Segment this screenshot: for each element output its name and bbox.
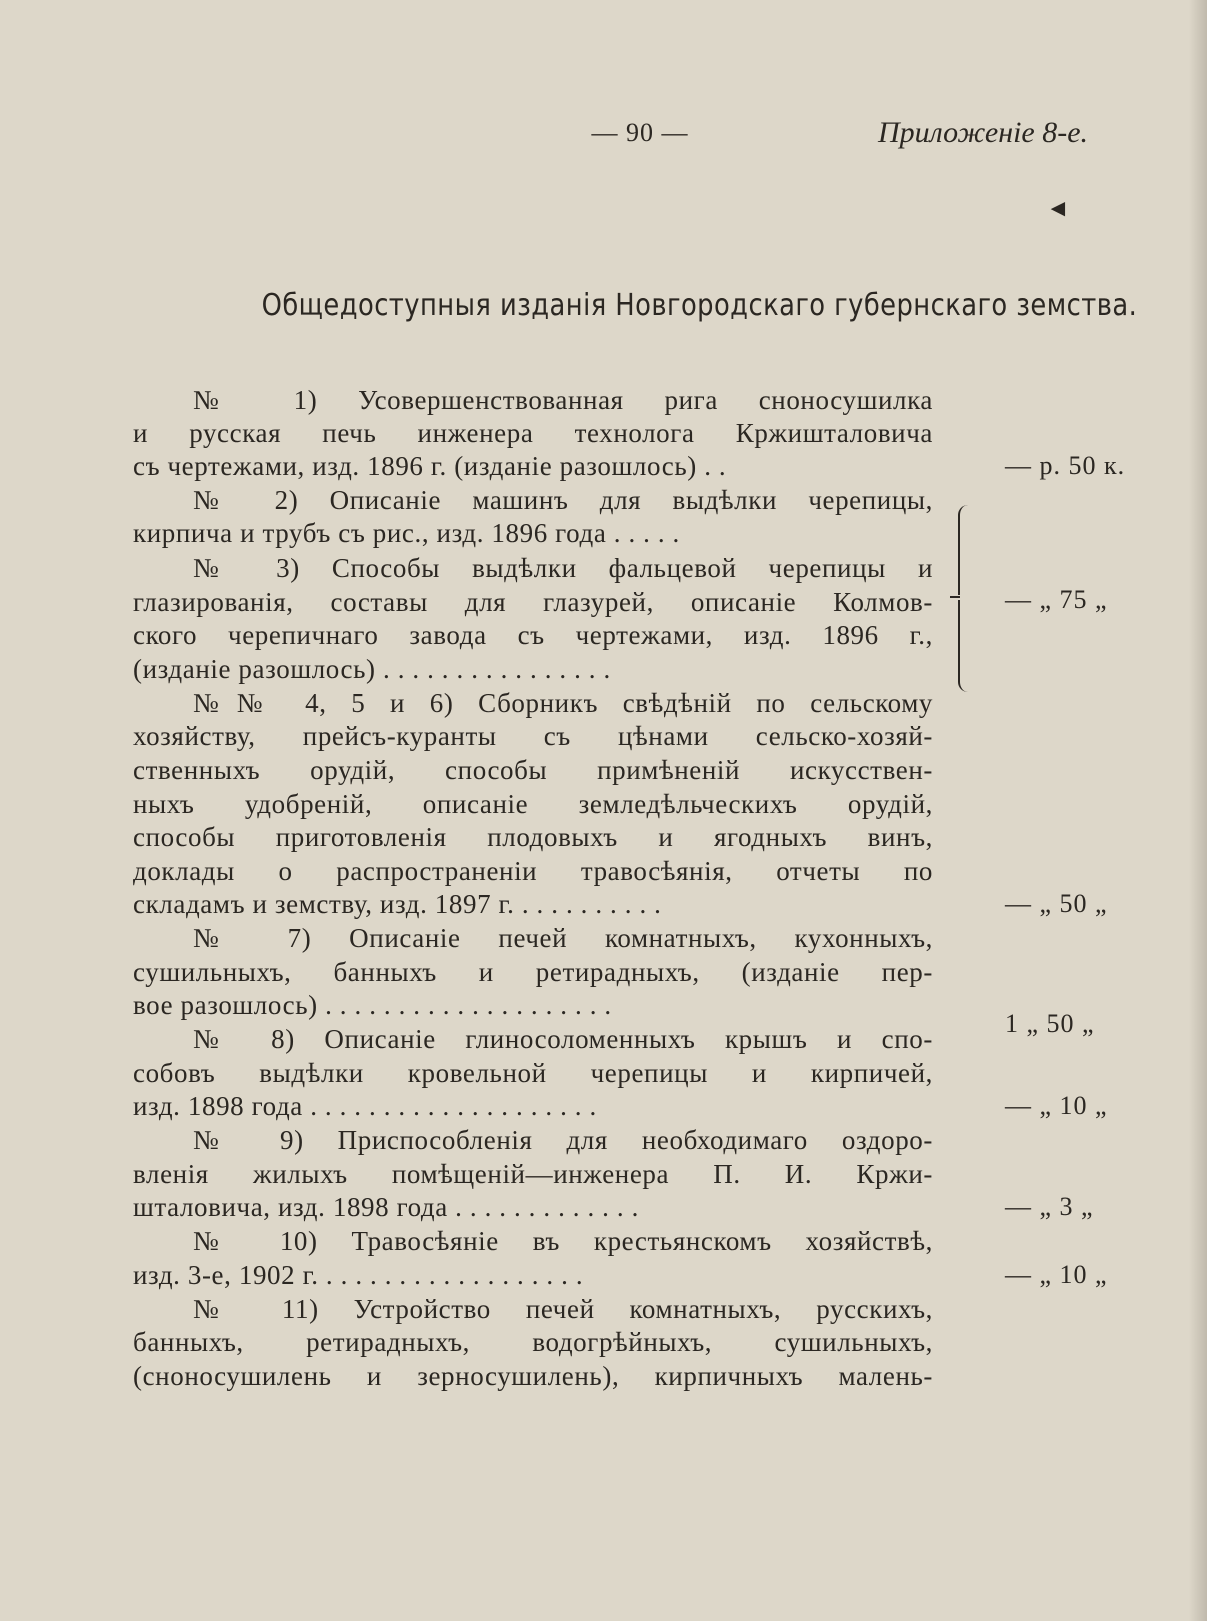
text-line: № 8) Описаніе глиносоломенныхъ крышъ и спо- bbox=[193, 1024, 933, 1054]
text-line: № 7) Описаніе печей комнатныхъ, кухонныхъ, bbox=[193, 923, 933, 953]
text-line: банныхъ, ретирадныхъ, водогрѣйныхъ, сушильныхъ, bbox=[133, 1327, 933, 1357]
text-line: (сноносушилень и зерносушилень), кирпичныхъ малень- bbox=[133, 1361, 933, 1391]
text-line: сушильныхъ, банныхъ и ретирадныхъ, (изданіе пер- bbox=[133, 957, 933, 987]
price-value: — „ 3 „ bbox=[1005, 1192, 1094, 1221]
text-line: ныхъ удобреній, описаніе земледѣльческихъ орудій, bbox=[133, 789, 933, 819]
text-line: № 2) Описаніе машинъ для выдѣлки черепицы, bbox=[193, 485, 933, 515]
text-line: № 3) Способы выдѣлки фальцевой черепицы и bbox=[193, 553, 933, 583]
text-line: изд. 3-е, 1902 г. . . . . . . . . . . . . . . . . . . bbox=[133, 1260, 584, 1290]
text-line: складамъ и земству, изд. 1897 г. . . . . . . . . . . bbox=[133, 889, 662, 919]
price-value: — „ 75 „ bbox=[1005, 585, 1108, 614]
text-line: шталовича, изд. 1898 года . . . . . . . . . . . . . bbox=[133, 1192, 639, 1222]
brace-top bbox=[958, 505, 968, 595]
text-line: № 1) Усовершенствованная рига сноносушилка bbox=[193, 385, 933, 415]
text-line: вленія жилыхъ помѣщеній—инженера П. И. Кржи- bbox=[133, 1159, 933, 1189]
text-line: и русская печь инженера технолога Кржишталовича bbox=[133, 418, 933, 448]
text-line: доклады о распространеніи травосѣянія, отчеты по bbox=[133, 856, 933, 886]
text-line: глазированія, составы для глазурей, описаніе Колмов- bbox=[133, 587, 933, 617]
text-line: вое разошлось) . . . . . . . . . . . . . . . . . . . . bbox=[133, 990, 612, 1020]
text-line: ственныхъ орудій, способы примѣненій искусствен- bbox=[133, 755, 933, 785]
appendix-heading: Приложеніе 8-е. bbox=[878, 116, 1089, 149]
page-edge-shadow bbox=[1189, 0, 1207, 1621]
text-line: ского черепичнаго завода съ чертежами, изд. 1896 г., bbox=[133, 620, 933, 650]
margin-mark: ◄ bbox=[1046, 196, 1070, 222]
text-line: (изданіе разошлось) . . . . . . . . . . . . . . . . bbox=[133, 654, 611, 684]
price-value: — „ 50 „ bbox=[1005, 889, 1108, 918]
text-line: № 9) Приспособленія для необходимаго оздоро- bbox=[193, 1125, 933, 1155]
price-value: — р. 50 к. bbox=[1005, 451, 1126, 480]
text-line: кирпича и трубъ съ рис., изд. 1896 года . . . . . bbox=[133, 518, 680, 548]
brace-bottom bbox=[958, 600, 968, 692]
text-line: хозяйству, прейсъ-куранты съ цѣнами сельско-хозяй- bbox=[133, 721, 933, 751]
text-line: изд. 1898 года . . . . . . . . . . . . . . . . . . . . bbox=[133, 1091, 597, 1121]
page-number: — 90 — bbox=[591, 118, 689, 147]
text-line: № 10) Травосѣяніе въ крестьянскомъ хозяйствѣ, bbox=[193, 1226, 933, 1256]
text-line: способы приготовленія плодовыхъ и ягодныхъ винъ, bbox=[133, 822, 933, 852]
text-line: №№ 4, 5 и 6) Сборникъ свѣдѣній по сельскому bbox=[193, 688, 933, 718]
text-line: съ чертежами, изд. 1896 г. (изданіе разошлось) . . bbox=[133, 451, 727, 481]
text-line: № 11) Устройство печей комнатныхъ, русскихъ, bbox=[193, 1294, 933, 1324]
price-value: — „ 10 „ bbox=[1005, 1260, 1108, 1289]
brace-point bbox=[950, 596, 960, 598]
text-line: собовъ выдѣлки кровельной черепицы и кирпичей, bbox=[133, 1058, 933, 1088]
price-value: 1 „ 50 „ bbox=[1005, 1009, 1095, 1038]
page-title: Общедоступныя изданія Новгородскаго губернскаго земства. bbox=[261, 288, 1138, 323]
price-value: — „ 10 „ bbox=[1005, 1091, 1108, 1120]
